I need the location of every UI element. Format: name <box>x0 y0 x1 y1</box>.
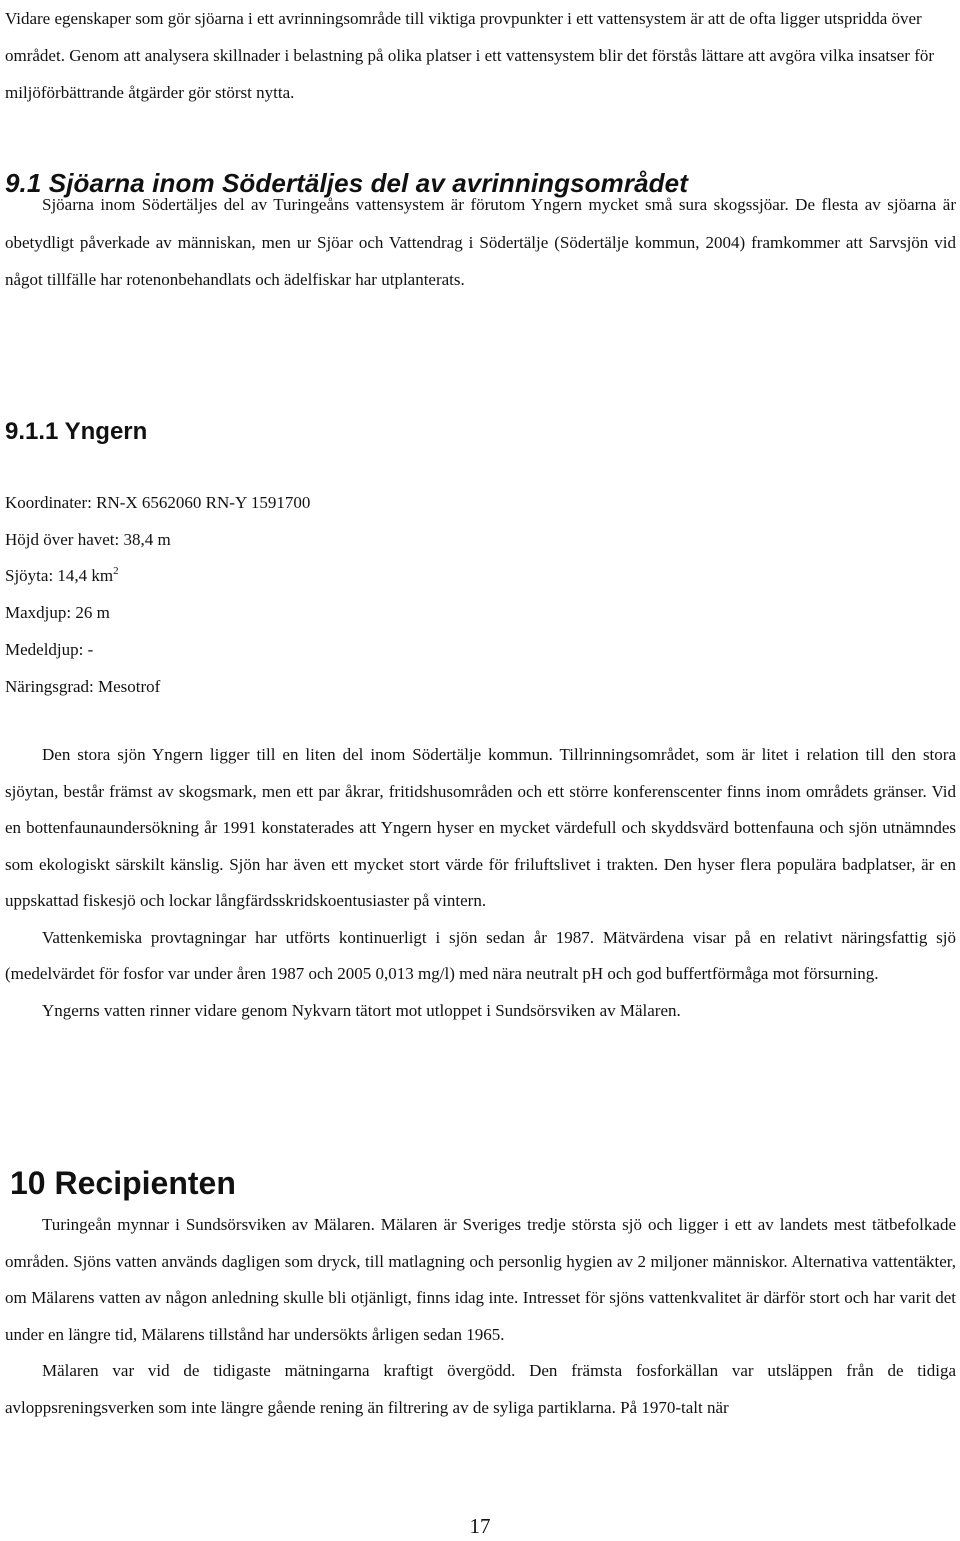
intro-paragraph: Vidare egenskaper som gör sjöarna i ett avrinningsområde till viktiga provpunkter i ett vattensystem är att de ofta ligger utspridda över området. Genom att analysera skillnader i belastning på olika platser i ett vattensystem blir det förstås lättare att avgöra vilka insatser för miljöförbättrande åtgärder gör störst nytta. <box>5 9 935 102</box>
fact-area <box>5 558 310 595</box>
paragraph: Mälaren var vid de tidigaste mätningarna kraftigt övergödd. Den främsta fosforkällan var utsläppen från de tidiga avloppsreningsverken som inte längre gående rening än filtrering av de syliga partiklarna. På 1970-talt när <box>5 1361 956 1417</box>
section-10-body <box>5 1207 956 1426</box>
fact-area-label: Sjöyta: 14,4 km <box>5 566 114 586</box>
paragraph: Yngerns vatten rinner vidare genom Nykvarn tätort mot utloppet i Sundsörsviken av Mälaren. <box>42 1000 681 1020</box>
section-9-1-paragraph <box>5 186 956 299</box>
fact-elevation: Höjd över havet: 38,4 m <box>5 529 171 549</box>
fact-mean-depth: Medeldjup: - <box>5 639 94 659</box>
section-9-1-heading: 9.1 Sjöarna inom Södertäljes del av avrinningsområdet <box>5 168 688 198</box>
fact-area-superscript: 2 <box>113 565 119 578</box>
section-9-1-text: Sjöarna inom Södertäljes del av Turingeåns vattensystem är förutom Yngern mycket små sura skogssjöar. De flesta av sjöarna är obetydligt påverkade av människan, men ur Sjöar och Vattendrag i Södertälje (Södertälje kommun, 2004) framkommer att Sarvsjön vid något tillfälle har rotenonbehandlats och ädelfiskar har utplanterats. <box>5 195 956 289</box>
section-9-1-1-heading: 9.1.1 Yngern <box>5 418 148 445</box>
lake-facts-list <box>5 485 310 705</box>
page-number: 17 <box>469 1514 491 1538</box>
section-10-heading: 10 Recipienten <box>10 1165 236 1201</box>
fact-trophic-status: Näringsgrad: Mesotrof <box>5 676 161 696</box>
paragraph: Vattenkemiska provtagningar har utförts kontinuerligt i sjön sedan år 1987. Mätvärdena visar på en relativt näringsfattig sjö (medelvärdet för fosfor var under åren 1987 och 2005 0,013 mg/l) med nära neutralt pH och god buffertförmåga mot försurning. <box>5 927 956 983</box>
fact-max-depth: Maxdjup: 26 m <box>5 603 110 623</box>
section-9-1-1-body <box>5 737 956 1029</box>
fact-coordinates: Koordinater: RN-X 6562060 RN-Y 1591700 <box>5 493 311 512</box>
paragraph: Turingeån mynnar i Sundsörsviken av Mälaren. Mälaren är Sveriges tredje största sjö och ligger i ett av landets mest tätbefolkade områden. Sjöns vatten används dagligen som dryck, till matlagning och personlig hygien av 2 miljoner människor. Alternativa vattentäkter, om Mälarens vatten av någon anledning skulle bli otjänligt, finns idag inte. Intresset för sjöns vattenkvalitet är därför stort och har varit det under en längre tid, Mälarens tillstånd har undersökts årligen sedan 1965. <box>5 1215 956 1344</box>
paragraph: Den stora sjön Yngern ligger till en liten del inom Södertälje kommun. Tillrinningsområdet, som är litet i relation till den stora sjöytan, består främst av skogsmark, men ett par åkrar, fritidshusområden och ett större konferenscenter finns inom områdets gränser. Vid en bottenfaunaundersökning år 1991 konstaterades att Yngern hyser en mycket värdefull och skyddsvärd bottenfauna och sjön utnämndes som ekologiskt särskilt känslig. Sjön har även ett mycket stort värde för friluftslivet i trakten. Den hyser flera populära badplatser, är en uppskattad fiskesjö och lockar långfärdsskridskoentusiaster på vintern. <box>5 745 956 910</box>
